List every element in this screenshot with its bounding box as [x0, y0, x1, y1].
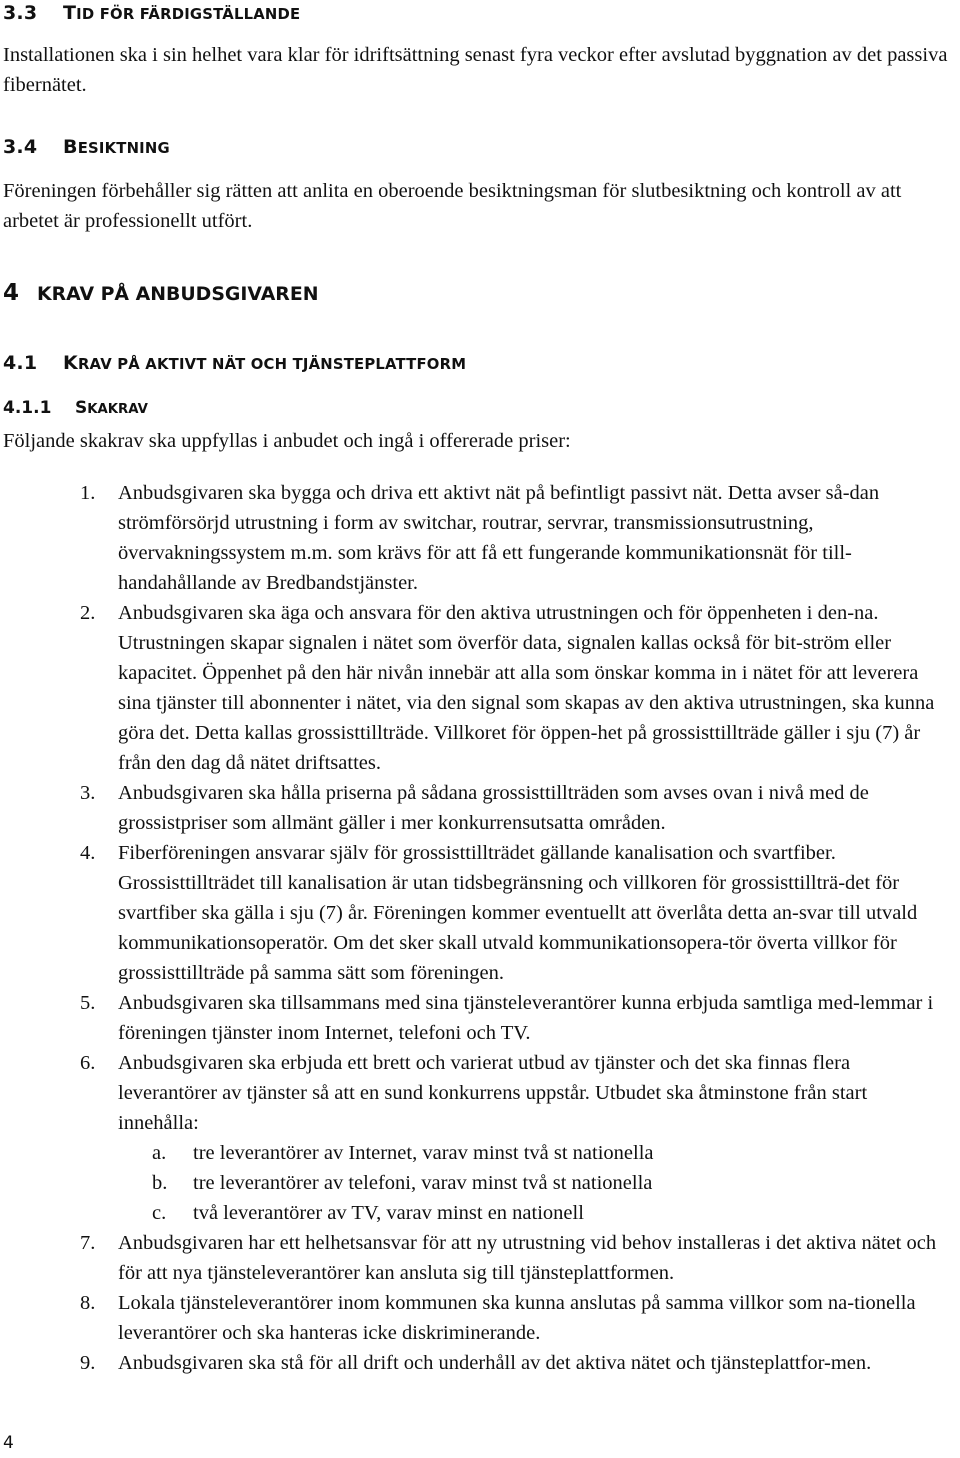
list-item	[0, 838, 946, 988]
paragraph-inspection: Föreningen förbehåller sig rätten att anlita en oberoende besiktningsman för slutbesiktning och kontroll av att arbetet är professionellt utfört.	[3, 180, 902, 232]
heading-initial: K	[63, 352, 78, 374]
sub-item-text: tre leverantörer av Internet, varav minst två st nationella	[193, 1142, 654, 1164]
item-text: Anbudsgivaren ska äga och ansvara för den aktiva utrustningen och för öppenheten i den-na. Utrustningen skapar signalen i nätet som överför data, signalen kallas också för bit-ström eller kapacitet. Öppenhet på den här nivån innebär att alla som önskar komma in i nätet för att leverera sina tjänster till abonnenter i nätet, via den signal som skapas av den aktiva utrustningen, ska kunna göra det. Detta kallas grossisttillträde. Villkoret för öppen-het på grossisttillträde gäller i sju (7) år från den dag då nätet driftsattes.	[118, 602, 935, 774]
item-number: 2.	[80, 602, 96, 624]
item-text: Anbudsgivaren ska tillsammans med sina tjänsteleverantörer kunna erbjuda samtliga med-lemmar i föreningen tjänster inom Internet, telefoni och TV.	[118, 992, 934, 1044]
heading-title: KRAV PÅ ANBUDSGIVAREN	[37, 283, 319, 305]
list-item	[0, 1048, 946, 1138]
heading-3-3	[3, 2, 300, 24]
item-text: Lokala tjänsteleverantörer inom kommunen ska kunna anslutas på samma villkor som na-tionella leverantörer och ska hanteras icke diskriminerande.	[118, 1292, 916, 1344]
item-text: Anbudsgivaren har ett helhetsansvar för att ny utrustning vid behov installeras i det aktiva nätet och för att nya tjänsteleverantörer kan ansluta sig till tjänsteplattformen.	[118, 1232, 937, 1284]
item-number: 3.	[80, 782, 96, 804]
item-number: 4.	[80, 842, 96, 864]
item-text: Fiberföreningen ansvarar själv för grossisttillträdet gällande kanalisation och svartfiber. Grossisttillträdet till kanalisation är utan tidsbegränsning och villkoren för grossisttillträ-det för svartfiber ska gälla i sju (7) år. Föreningen kommer eventuellt att överlåta detta an-svar till utvald kommunikationsoperatör. Om det sker skall utvald kommunikationsopera-tör överta villkor för grossisttillträde på samma sätt som föreningen.	[118, 842, 918, 984]
heading-3-4	[3, 136, 170, 158]
heading-initial: T	[63, 2, 77, 24]
sub-list-item	[0, 1198, 960, 1228]
heading-initial: S	[75, 398, 88, 418]
heading-initial: B	[63, 136, 78, 158]
heading-number: 3.3	[3, 2, 38, 24]
item-number: 8.	[80, 1292, 96, 1314]
list-item	[0, 1228, 946, 1288]
item-text: Anbudsgivaren ska bygga och driva ett aktivt nät på befintligt passivt nät. Detta avser så-dan strömförsörjd utrustning i form av switchar, routrar, servrar, transmissionsutrustning, övervakningssystem m.m. som krävs för att få ett fungerande kommunikationsnät för till-handahållande av Bredbandstjänster.	[118, 482, 880, 594]
sub-item-letter: c.	[152, 1202, 167, 1224]
heading-4-1-1	[3, 398, 148, 418]
sub-list-item	[0, 1168, 960, 1198]
heading-number: 4.1.1	[3, 398, 52, 418]
list-item	[0, 988, 946, 1048]
sub-item-letter: a.	[152, 1142, 167, 1164]
heading-4	[3, 280, 319, 306]
sub-item-text: två leverantörer av TV, varav minst en nationell	[193, 1202, 584, 1224]
list-item	[0, 598, 946, 778]
item-number: 5.	[80, 992, 96, 1014]
item-number: 6.	[80, 1052, 96, 1074]
sub-list-item	[0, 1138, 960, 1168]
requirements-list	[0, 478, 960, 1378]
heading-title: ESIKTNING	[77, 140, 170, 157]
sub-item-text: tre leverantörer av telefoni, varav minst två st nationella	[193, 1172, 653, 1194]
list-item	[0, 1348, 946, 1378]
heading-number: 3.4	[3, 136, 38, 158]
item-number: 9.	[80, 1352, 96, 1374]
list-item	[0, 778, 946, 838]
item-text: Anbudsgivaren ska hålla priserna på sådana grossisttillträden som avses ovan i nivå med de grossistpriser som allmänt gäller i mer konkurrensutsatta områden.	[118, 782, 869, 834]
heading-title: ID FÖR FÄRDIGSTÄLLANDE	[76, 6, 301, 23]
heading-number: 4.1	[3, 352, 38, 374]
paragraph-completion-time: Installationen ska i sin helhet vara klar för idriftsättning senast fyra veckor efter avslutad byggnation av det passiva fibernätet.	[3, 44, 948, 96]
heading-number: 4	[3, 280, 20, 306]
item-number: 7.	[80, 1232, 96, 1254]
list-item	[0, 478, 946, 598]
item-number: 1.	[80, 482, 96, 504]
item-text: Anbudsgivaren ska erbjuda ett brett och varierat utbud av tjänster och det ska finnas flera leverantörer av tjänster så att en sund konkurrens uppstår. Utbudet ska åtminstone från start innehålla:	[118, 1052, 868, 1134]
item-text: Anbudsgivaren ska stå för all drift och underhåll av det aktiva nätet och tjänsteplattfor-men.	[118, 1352, 872, 1374]
list-item	[0, 1288, 946, 1348]
heading-title: KAKRAV	[87, 402, 148, 417]
heading-title: RAV PÅ AKTIVT NÄT OCH TJÄNSTEPLATTFORM	[77, 356, 467, 373]
page-number: 4	[3, 1433, 14, 1453]
heading-4-1	[3, 352, 466, 374]
requirements-intro: Följande skakrav ska uppfyllas i anbudet och ingå i offererade priser:	[3, 430, 571, 452]
sub-item-letter: b.	[152, 1172, 168, 1194]
